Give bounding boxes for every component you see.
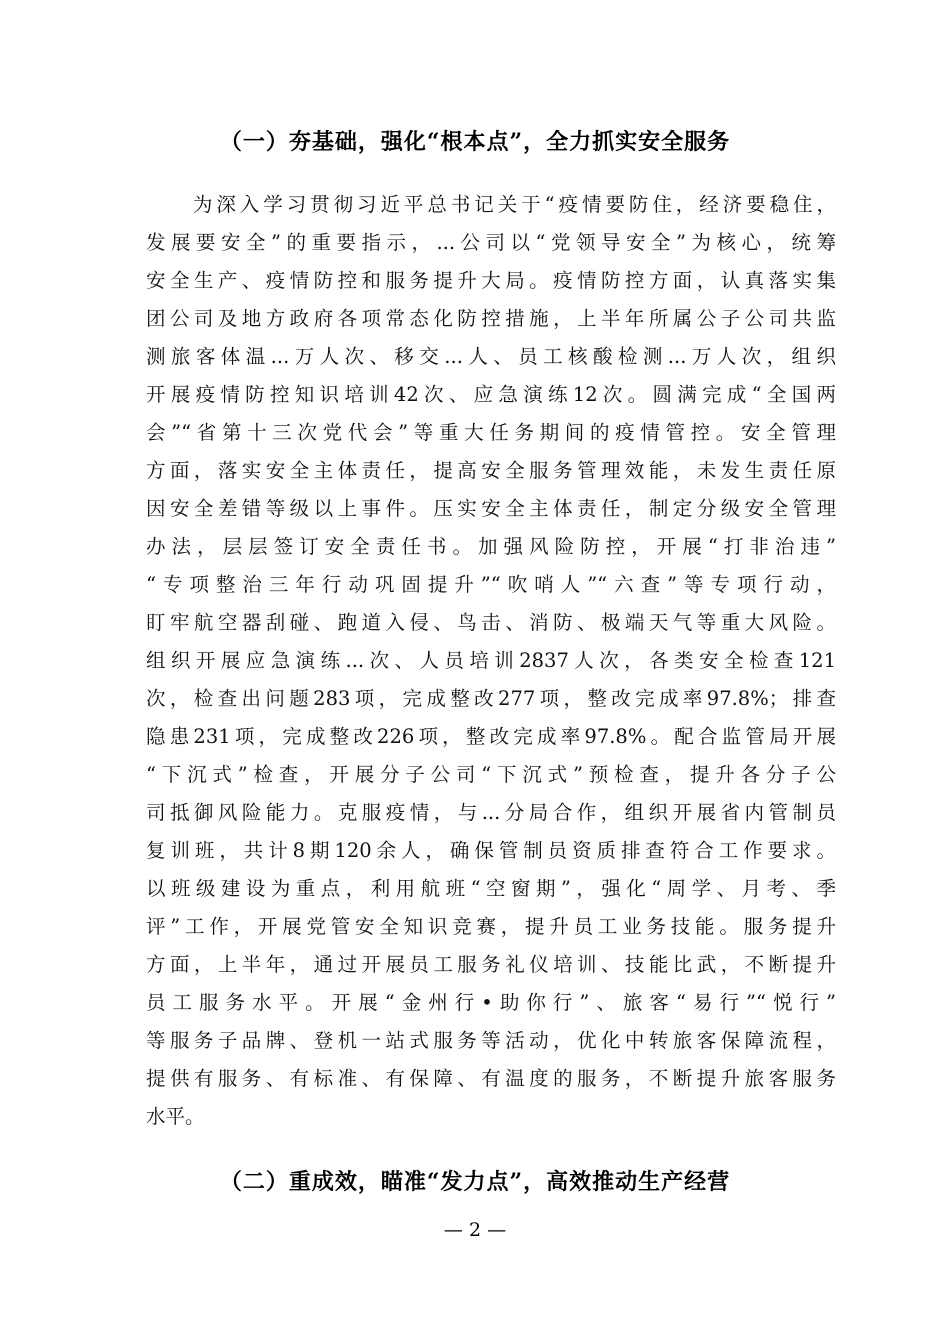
section-heading-1: （一）夯基础，强化“根本点”，全力抓实安全服务 <box>219 129 731 155</box>
paragraph-line: 员工服务水平。开展“金州行•助你行”、旅客“易行”“悦行” <box>146 991 836 1014</box>
paragraph-line: 组织开展应急演练...次、人员培训2837人次，各类安全检查121 <box>146 649 836 672</box>
paragraph-line: 方面，上半年，通过开展员工服务礼仪培训、技能比武，不断提升 <box>146 953 836 976</box>
paragraph-line: 会”“省第十三次党代会”等重大任务期间的疫情管控。安全管理 <box>146 421 836 444</box>
paragraph-line: 次，检查出问题283项，完成整改277项，整改完成率97.8%；排查 <box>146 687 836 710</box>
paragraph-line: “专项整治三年行动巩固提升”“吹哨人”“六查”等专项行动， <box>146 573 836 596</box>
section-heading-2: （二）重成效，瞄准“发力点”，高效推动生产经营 <box>219 1169 731 1195</box>
paragraph-line: 团公司及地方政府各项常态化防控措施，上半年所属公子公司共监 <box>146 307 836 330</box>
paragraph-line: 方面，落实安全主体责任，提高安全服务管理效能，未发生责任原 <box>146 459 836 482</box>
paragraph-line: 办法，层层签订安全责任书。加强风险防控，开展“打非治违” <box>146 535 836 558</box>
paragraph-line: 发展要安全”的重要指示，...公司以“党领导安全”为核心，统筹 <box>146 231 836 254</box>
paragraph-line: 以班级建设为重点，利用航班“空窗期”，强化“周学、月考、季 <box>146 877 836 900</box>
paragraph-line: 因安全差错等级以上事件。压实安全主体责任，制定分级安全管理 <box>146 497 836 520</box>
paragraph-line: 复训班，共计8期120余人，确保管制员资质排查符合工作要求。 <box>146 839 836 862</box>
paragraph-line: 水平。 <box>146 1105 205 1128</box>
paragraph-line: 提供有服务、有标准、有保障、有温度的服务，不断提升旅客服务 <box>146 1067 836 1090</box>
paragraph-line: 盯牢航空器刮碰、跑道入侵、鸟击、消防、极端天气等重大风险。 <box>146 611 836 634</box>
paragraph-line: “下沉式”检查，开展分子公司“下沉式”预检查，提升各分子公 <box>146 763 836 786</box>
paragraph-line: 安全生产、疫情防控和服务提升大局。疫情防控方面，认真落实集 <box>146 269 836 292</box>
paragraph-line: 司抵御风险能力。克服疫情，与...分局合作，组织开展省内管制员 <box>146 801 836 824</box>
paragraph-line: 评”工作，开展党管安全知识竞赛，提升员工业务技能。服务提升 <box>146 915 836 938</box>
paragraph-line: 开展疫情防控知识培训42次、应急演练12次。圆满完成“全国两 <box>146 383 836 406</box>
paragraph-line: 测旅客体温...万人次、移交...人、员工核酸检测...万人次，组织 <box>146 345 836 368</box>
section-body-paragraph <box>146 186 836 1136</box>
paragraph-line: 隐患231项，完成整改226项，整改完成率97.8%。配合监管局开展 <box>146 725 836 748</box>
page-number: — 2 — <box>443 1219 507 1241</box>
paragraph-line: 等服务子品牌、登机一站式服务等活动，优化中转旅客保障流程， <box>146 1029 836 1052</box>
paragraph-line: 为深入学习贯彻习近平总书记关于“疫情要防住，经济要稳住， <box>146 193 836 216</box>
